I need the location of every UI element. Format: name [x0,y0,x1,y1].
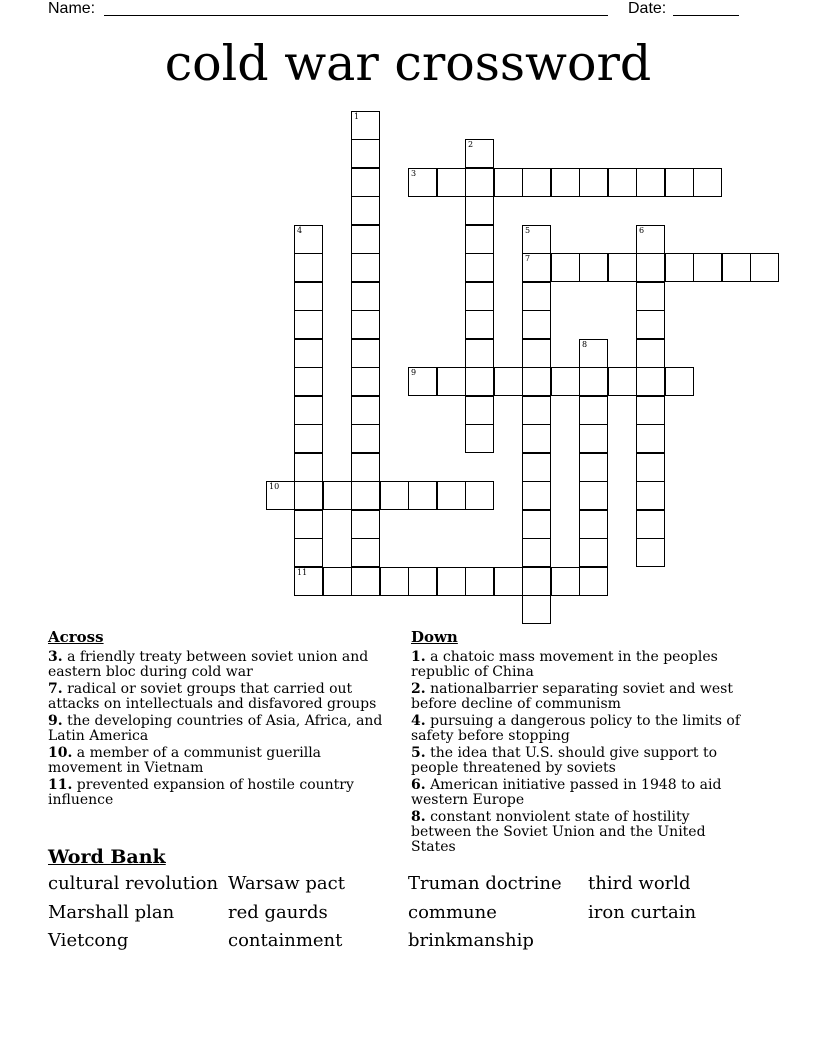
word-bank-item: containment [228,930,343,951]
grid-cell[interactable] [351,510,380,539]
word-bank-title: Word Bank [48,846,166,868]
clue-number: 8 [582,340,588,349]
grid-cell[interactable] [351,481,380,510]
grid-cell[interactable] [294,538,323,567]
grid-cell[interactable] [294,510,323,539]
clue-text: pursuing a dangerous policy to the limits of safety before stopping [411,713,741,744]
grid-cell[interactable] [437,567,466,596]
grid-cell[interactable] [522,538,551,567]
grid-cell[interactable] [665,253,694,282]
clue-num: 4. [411,713,426,729]
grid-cell[interactable] [351,139,380,168]
clue-num: 2. [411,681,426,697]
down-clue [411,746,751,776]
grid-cell[interactable] [693,168,722,197]
grid-cell[interactable] [665,367,694,396]
grid-cell[interactable] [636,538,665,567]
grid-cell[interactable] [522,396,551,425]
grid-cell[interactable] [551,253,580,282]
grid-cell[interactable] [437,168,466,197]
clue-text: the developing countries of Asia, Africa, and Latin America [48,713,383,744]
grid-cell[interactable] [636,253,665,282]
grid-cell[interactable] [294,225,323,254]
grid-cell[interactable] [579,339,608,368]
grid-cell[interactable] [351,538,380,567]
clue-number: 3 [411,169,417,178]
clue-number: 10 [269,482,280,491]
down-heading: Down [411,628,458,646]
grid-cell[interactable] [722,253,751,282]
grid-cell[interactable] [323,567,352,596]
grid-cell[interactable] [494,367,523,396]
grid-cell[interactable] [351,196,380,225]
grid-cell[interactable] [294,282,323,311]
clue-num: 5. [411,745,426,761]
grid-cell[interactable] [294,396,323,425]
grid-cell[interactable] [351,396,380,425]
word-bank-item: cultural revolution [48,873,219,894]
grid-cell[interactable] [351,339,380,368]
clue-num: 1. [411,649,426,665]
grid-cell[interactable] [579,424,608,453]
grid-cell[interactable] [408,481,437,510]
grid-cell[interactable] [522,339,551,368]
clue-num: 11. [48,777,73,793]
grid-cell[interactable] [636,510,665,539]
down-clue [411,714,751,744]
clue-number: 2 [468,140,474,149]
grid-cell[interactable] [266,481,295,510]
grid-cell[interactable] [636,481,665,510]
grid-cell[interactable] [408,567,437,596]
grid-cell[interactable] [636,453,665,482]
grid-cell[interactable] [636,424,665,453]
grid-cell[interactable] [294,567,323,596]
grid-cell[interactable] [294,481,323,510]
grid-cell[interactable] [351,168,380,197]
word-bank-item: Truman doctrine [408,873,562,894]
clue-num: 6. [411,777,426,793]
grid-cell[interactable] [351,367,380,396]
grid-cell[interactable] [551,567,580,596]
down-clue [411,650,751,680]
clue-text: prevented expansion of hostile country influence [48,777,354,808]
grid-cell[interactable] [636,310,665,339]
grid-cell[interactable] [294,424,323,453]
grid-cell[interactable] [522,282,551,311]
grid-cell[interactable] [351,453,380,482]
grid-cell[interactable] [465,481,494,510]
grid-cell[interactable] [522,510,551,539]
across-clue [48,682,398,712]
grid-cell[interactable] [294,310,323,339]
grid-cell[interactable] [494,168,523,197]
grid-cell[interactable] [351,424,380,453]
grid-cell[interactable] [636,367,665,396]
grid-cell[interactable] [636,282,665,311]
name-label: Name: [48,0,96,17]
clue-num: 7. [48,681,63,697]
grid-cell[interactable] [522,424,551,453]
across-clue [48,650,398,680]
word-bank-item: commune [408,902,497,923]
page-title: cold war crossword [164,35,652,92]
grid-cell[interactable] [437,481,466,510]
down-clues [411,628,751,857]
grid-cell[interactable] [579,510,608,539]
grid-cell[interactable] [437,367,466,396]
clue-number: 6 [639,226,645,235]
grid-cell[interactable] [579,481,608,510]
grid-cell[interactable] [380,481,409,510]
grid-cell[interactable] [294,253,323,282]
grid-cell[interactable] [465,367,494,396]
clue-number: 1 [354,112,360,121]
grid-cell[interactable] [665,168,694,197]
across-clue [48,746,398,776]
grid-cell[interactable] [351,282,380,311]
grid-cell[interactable] [579,567,608,596]
grid-cell[interactable] [465,282,494,311]
clue-num: 3. [48,649,63,665]
clue-number: 11 [297,568,308,577]
grid-cell[interactable] [579,253,608,282]
grid-cell[interactable] [294,339,323,368]
grid-cell[interactable] [579,453,608,482]
grid-cell[interactable] [522,225,551,254]
clue-num: 8. [411,809,426,825]
word-bank-item: Vietcong [48,930,129,951]
down-clue [411,810,751,855]
grid-cell[interactable] [693,253,722,282]
grid-cell[interactable] [522,168,551,197]
grid-cell[interactable] [465,424,494,453]
clue-num: 10. [48,745,73,761]
grid-cell[interactable] [323,481,352,510]
clue-number: 4 [297,226,303,235]
grid-cell[interactable] [465,339,494,368]
grid-cell[interactable] [465,196,494,225]
grid-cell[interactable] [465,396,494,425]
word-bank-item: iron curtain [588,902,697,923]
grid-cell[interactable] [351,567,380,596]
grid-cell[interactable] [465,168,494,197]
across-clue [48,778,398,808]
grid-cell[interactable] [351,225,380,254]
grid-cell[interactable] [579,538,608,567]
clue-text: American initiative passed in 1948 to aid western Europe [411,777,722,808]
grid-cell[interactable] [608,367,637,396]
grid-cell[interactable] [380,567,409,596]
grid-cell[interactable] [351,310,380,339]
clue-text: a friendly treaty between soviet union and eastern bloc during cold war [48,649,369,680]
clue-text: a chatoic mass movement in the peoples republic of China [411,649,718,680]
down-clue [411,682,751,712]
word-bank-item: red gaurds [228,902,328,923]
grid-cell[interactable] [294,367,323,396]
grid-cell[interactable] [465,567,494,596]
grid-cell[interactable] [522,367,551,396]
grid-cell[interactable] [351,111,380,140]
grid-cell[interactable] [608,253,637,282]
word-bank-item: Warsaw pact [228,873,345,894]
grid-cell[interactable] [465,225,494,254]
grid-cell[interactable] [551,367,580,396]
grid-cell[interactable] [351,253,380,282]
word-bank-item: brinkmanship [408,930,534,951]
grid-cell[interactable] [551,168,580,197]
word-bank-item: Marshall plan [48,902,175,923]
clue-text: a member of a communist guerilla movement in Vietnam [48,745,322,776]
grid-cell[interactable] [408,367,437,396]
clue-num: 9. [48,713,63,729]
grid-cell[interactable] [465,310,494,339]
clue-text: the idea that U.S. should give support to people threatened by soviets [411,745,717,776]
grid-cell[interactable] [494,567,523,596]
clue-text: constant nonviolent state of hostility between the Soviet Union and the United States [411,809,706,855]
grid-cell[interactable] [608,168,637,197]
grid-cell[interactable] [522,310,551,339]
across-clue [48,714,398,744]
grid-cell[interactable] [522,253,551,282]
grid-cell[interactable] [636,339,665,368]
grid-cell[interactable] [522,567,551,596]
clue-text: radical or soviet groups that carried out attacks on intellectuals and disfavored groups [48,681,377,712]
word-bank-item: third world [588,873,691,894]
across-heading: Across [48,628,104,646]
grid-cell[interactable] [465,139,494,168]
grid-cell[interactable] [636,396,665,425]
grid-cell[interactable] [636,168,665,197]
across-clues [48,628,398,810]
grid-cell[interactable] [408,168,437,197]
grid-cell[interactable] [522,453,551,482]
grid-cell[interactable] [579,396,608,425]
clue-text: nationalbarrier separating soviet and west before decline of communism [411,681,733,712]
grid-cell[interactable] [522,595,551,624]
date-label: Date: [628,0,667,17]
grid-cell[interactable] [636,225,665,254]
down-clue [411,778,751,808]
grid-cell[interactable] [465,253,494,282]
grid-cell[interactable] [579,168,608,197]
grid-cell[interactable] [750,253,779,282]
grid-cell[interactable] [579,367,608,396]
grid-cell[interactable] [294,453,323,482]
clue-number: 7 [525,254,531,263]
clue-number: 9 [411,368,417,377]
clue-number: 5 [525,226,531,235]
grid-cell[interactable] [522,481,551,510]
